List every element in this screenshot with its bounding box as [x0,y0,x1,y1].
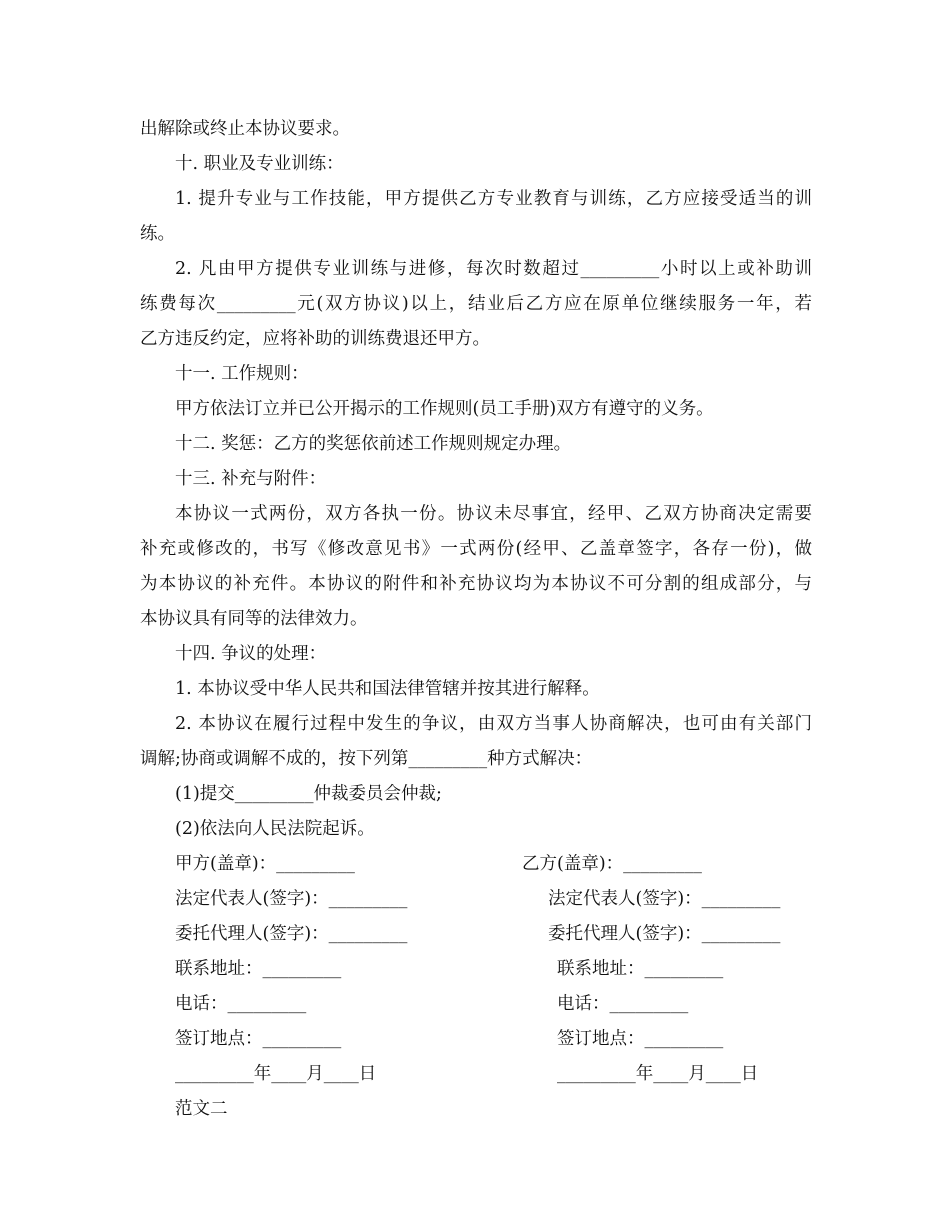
section-heading: 十三. 补充与附件： [175,469,327,489]
party-a-place-field: 签订地点：_________ [175,1029,342,1049]
section-heading: 十二. 奖惩：乙方的奖惩依前述工作规则规定办理。 [175,434,572,454]
paragraph-line: 1. 本协议受中华人民共和国法律管辖并按其进行解释。 [175,679,600,699]
paragraph-line: 练费每次_________元(双方协议)以上，结业后乙方应在原单位继续服务一年，若 [140,294,812,314]
party-b-place-field: 签订地点：_________ [557,1029,724,1049]
option-line: (2)依法向人民法院起诉。 [175,819,375,839]
party-a-date-field: _________年____月____日 [175,1064,377,1084]
party-b-legal-rep-field: 法定代表人(签字)：_________ [548,889,781,909]
option-line: (1)提交_________仲裁委员会仲裁; [175,784,442,804]
paragraph-line: 调解;协商或调解不成的，按下列第_________种方式解决： [140,749,593,769]
paragraph-line: 2. 凡由甲方提供专业训练与进修，每次时数超过_________小时以上或补助训 [175,259,812,279]
party-b-date-field: _________年____月____日 [557,1064,759,1084]
section-heading: 十四. 争议的处理： [175,644,327,664]
paragraph-line: 补充或修改的，书写《修改意见书》一式两份(经甲、乙盖章签字，各存一份)，做 [140,539,812,559]
paragraph-line: 2. 本协议在履行过程中发生的争议，由双方当事人协商解决，也可由有关部门 [175,714,812,734]
paragraph-line: 本协议具有同等的法律效力。 [140,609,368,629]
paragraph-line: 甲方依法订立并已公开揭示的工作规则(员工手册)双方有遵守的义务。 [175,399,714,419]
paragraph-line: 本协议一式两份，双方各执一份。协议未尽事宜，经甲、乙双方协商决定需要 [175,504,812,524]
next-sample-heading: 范文二 [175,1099,228,1119]
party-b-agent-field: 委托代理人(签字)：_________ [548,924,781,944]
paragraph-line: 为本协议的补充件。本协议的附件和补充协议均为本协议不可分割的组成部分，与 [140,574,812,594]
party-b-seal-field: 乙方(盖章)：_________ [522,854,702,874]
paragraph-line: 乙方违反约定，应将补助的训练费退还甲方。 [140,329,490,349]
party-a-phone-field: 电话：_________ [175,994,307,1014]
party-b-phone-field: 电话：_________ [557,994,689,1014]
party-b-address-field: 联系地址：_________ [557,959,724,979]
paragraph-line: 出解除或终止本协议要求。 [140,119,350,139]
section-heading: 十一. 工作规则： [175,364,309,384]
party-a-address-field: 联系地址：_________ [175,959,342,979]
party-a-seal-field: 甲方(盖章)：_________ [175,854,355,874]
paragraph-line: 练。 [140,224,175,244]
paragraph-line: 1. 提升专业与工作技能，甲方提供乙方专业教育与训练，乙方应接受适当的训 [175,189,812,209]
party-a-agent-field: 委托代理人(签字)：_________ [175,924,408,944]
party-a-legal-rep-field: 法定代表人(签字)：_________ [175,889,408,909]
section-heading: 十. 职业及专业训练： [175,154,344,174]
